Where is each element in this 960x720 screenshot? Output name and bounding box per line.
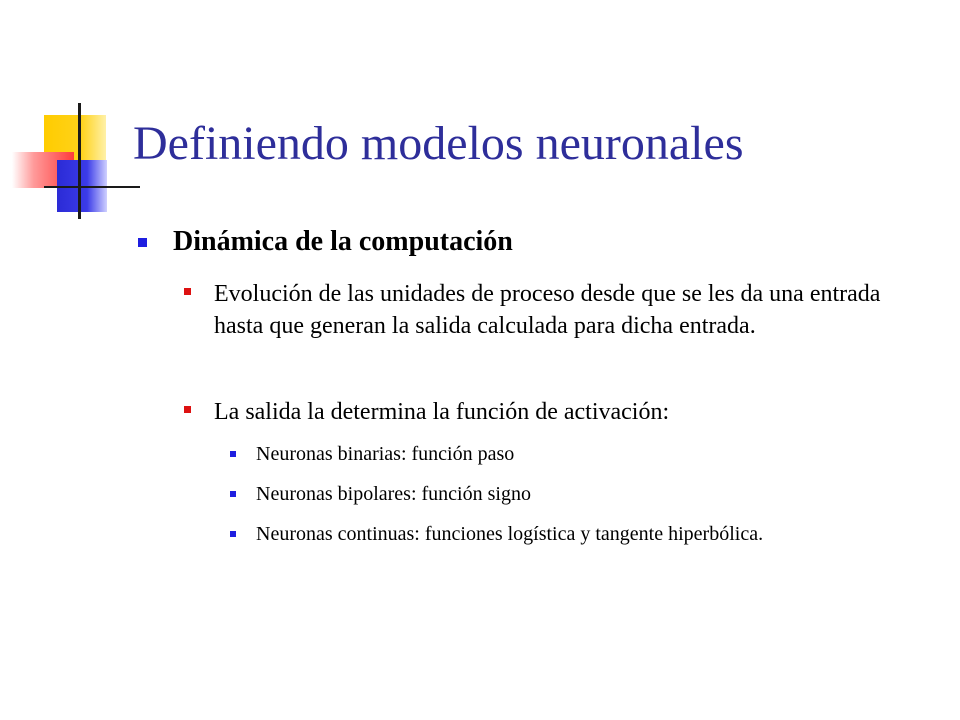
square-bullet-icon [230,451,236,457]
square-bullet-icon [230,491,236,497]
slide-title: Definiendo modelos neuronales [133,117,744,170]
square-bullet-icon [184,288,191,295]
decorative-squares-logo [0,0,140,230]
square-bullet-icon [230,531,236,537]
vertical-rule [78,103,81,219]
square-bullet-icon [138,238,147,247]
section-heading: Dinámica de la computación [173,226,513,257]
subpoint-text: Neuronas bipolares: función signo [256,483,531,505]
subpoint-text: Neuronas binarias: función paso [256,443,515,465]
horizontal-rule [44,186,140,188]
point-text: Evolución de las unidades de proceso desde que se les da una entrada hasta que generan la salida calculada para dicha entrada. [214,281,881,339]
subpoint-text: Neuronas continuas: funciones logística y tangente hiperbólica. [256,523,764,545]
square-bullet-icon [184,406,191,413]
point-text: La salida la determina la función de activación: [214,399,670,425]
